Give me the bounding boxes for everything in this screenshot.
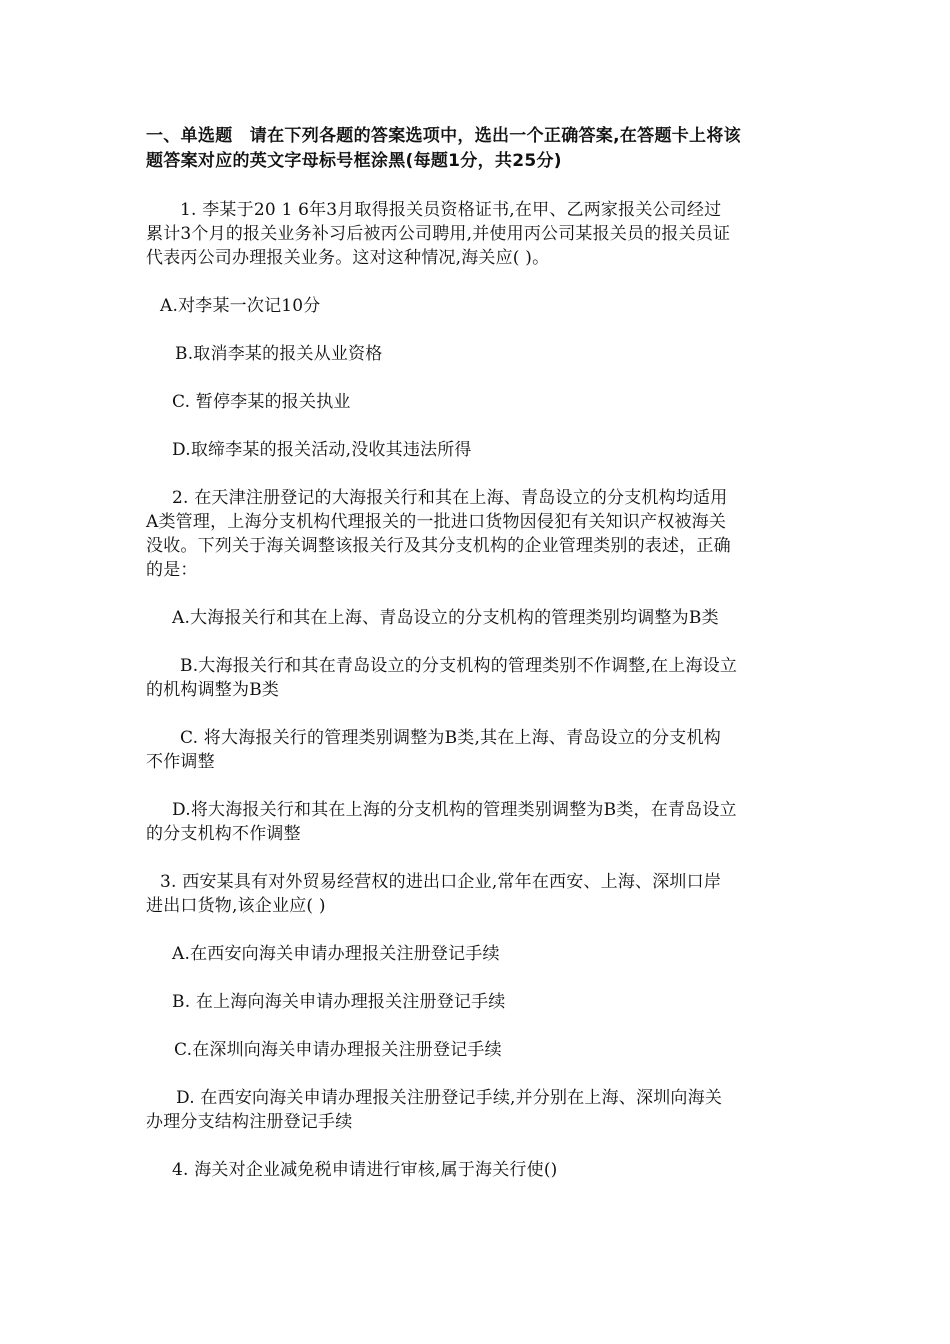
question-2-option-c-line-2: 不作调整 xyxy=(146,752,215,772)
question-3-option-d-line-1: D. 在西安向海关申请办理报关注册登记手续,并分别在上海、深圳向海关 xyxy=(176,1088,723,1108)
question-3-stem-line-2: 进出口货物,该企业应( ) xyxy=(146,896,326,916)
question-3-option-c: C.在深圳向海关申请办理报关注册登记手续 xyxy=(174,1040,502,1060)
question-2-option-d-line-1: D.将大海报关行和其在上海的分支机构的管理类别调整为B类，在青岛设立 xyxy=(172,800,737,820)
question-4-stem-line-1: 4. 海关对企业减免税申请进行审核,属于海关行使() xyxy=(172,1160,558,1180)
question-1-option-d: D.取缔李某的报关活动,没收其违法所得 xyxy=(172,440,472,460)
question-1-stem-line-1: 1. 李某于20 1 6年3月取得报关员资格证书,在甲、乙两家报关公司经过 xyxy=(180,200,722,220)
question-3-option-d-line-2: 办理分支结构注册登记手续 xyxy=(146,1112,353,1132)
question-1-option-a: A.对李某一次记10分 xyxy=(160,296,321,316)
question-1-option-c: C. 暂停李某的报关执业 xyxy=(172,392,351,412)
question-2-option-c-line-1: C. 将大海报关行的管理类别调整为B类,其在上海、青岛设立的分支机构 xyxy=(180,728,721,748)
question-2-stem-line-4: 的是： xyxy=(146,560,198,580)
question-3-stem-line-1: 3. 西安某具有对外贸易经营权的进出口企业,常年在西安、上海、深圳口岸 xyxy=(160,872,722,892)
question-2-option-a: A.大海报关行和其在上海、青岛设立的分支机构的管理类别均调整为B类 xyxy=(172,608,719,628)
question-1-stem-line-3: 代表丙公司办理报关业务。这对这种情况,海关应( )。 xyxy=(146,248,550,268)
question-2-stem-line-3: 没收。下列关于海关调整该报关行及其分支机构的企业管理类别的表述，正确 xyxy=(146,536,731,556)
question-3-option-b: B. 在上海向海关申请办理报关注册登记手续 xyxy=(172,992,506,1012)
question-3-option-a: A.在西安向海关申请办理报关注册登记手续 xyxy=(172,944,500,964)
section-heading-line-1: 一、单选题 请在下列各题的答案选项中，选出一个正确答案,在答题卡上将该 xyxy=(146,126,741,146)
section-heading-line-2: 题答案对应的英文字母标号框涂黑(每题1分，共25分) xyxy=(146,151,562,171)
question-1-stem-line-2: 累计3个月的报关业务补习后被丙公司聘用,并使用丙公司某报关员的报关员证 xyxy=(146,224,731,244)
question-2-stem-line-1: 2. 在天津注册登记的大海报关行和其在上海、青岛设立的分支机构均适用 xyxy=(172,488,728,508)
question-2-option-d-line-2: 的分支机构不作调整 xyxy=(146,824,301,844)
question-2-stem-line-2: A类管理，上海分支机构代理报关的一批进口货物因侵犯有关知识产权被海关 xyxy=(146,512,727,532)
question-1-option-b: B.取消李某的报关从业资格 xyxy=(175,344,383,364)
question-2-option-b-line-2: 的机构调整为B类 xyxy=(146,680,280,700)
question-2-option-b-line-1: B.大海报关行和其在青岛设立的分支机构的管理类别不作调整,在上海设立 xyxy=(180,656,738,676)
